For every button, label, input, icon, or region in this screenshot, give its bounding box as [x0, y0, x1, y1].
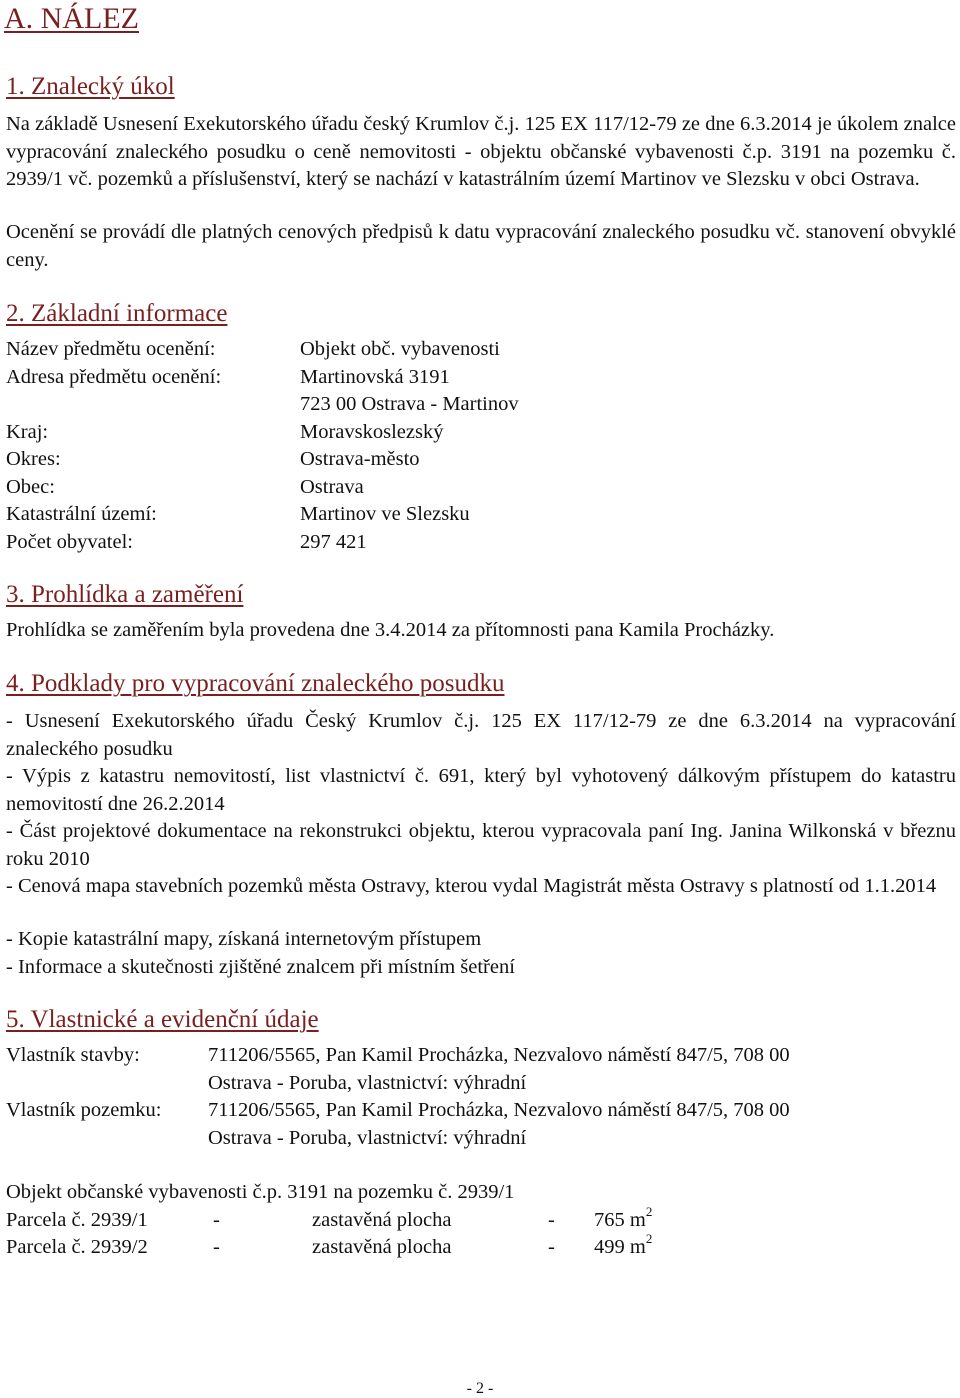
info-label: Název předmětu ocenění: — [6, 338, 216, 360]
owner-detail: Ostrava - Poruba, vlastnictví: výhradní — [208, 1072, 527, 1094]
section-5-title: 5. Vlastnické a evidenční údaje — [6, 1006, 319, 1033]
info-label: Okres: — [6, 448, 61, 470]
info-label: Obec: — [6, 476, 55, 498]
info-label: Počet obyvatel: — [6, 531, 133, 553]
parcel-separator: - — [548, 1236, 555, 1258]
source-item: - Cenová mapa stavebních pozemků města Ostravy, kterou vydal Magistrát města Ostravy s platností od 1.1.2014 — [6, 875, 937, 897]
parcel-separator: - — [213, 1236, 220, 1258]
section-1-paragraph: Na základě Usnesení Exekutorského úřadu český Krumlov č.j. 125 EX 117/12-79 ze dne 6.3.2014 je úkolem znalce vypracování znaleckého posudku o ceně nemovitosti - objektu občanské vybavenosti č.p. 3191 na pozemku č. 2939/1 vč. pozemků a příslušenství, který se nachází v katastrálním území Martinov ve Slezsku v obci Ostrava. — [6, 113, 956, 190]
info-value: Ostrava-město — [300, 448, 420, 470]
info-label: Kraj: — [6, 421, 49, 443]
owner-detail: Ostrava - Poruba, vlastnictví: výhradní — [208, 1127, 527, 1149]
source-item: - Usnesení Exekutorského úřadu Český Krumlov č.j. 125 EX 117/12-79 ze dne 6.3.2014 na vypracování znaleckého posudku — [6, 710, 956, 760]
parcel-name: Parcela č. 2939/2 — [6, 1236, 148, 1258]
parcel-area-value: 499 m — [594, 1236, 646, 1258]
owner-label: Vlastník pozemku: — [6, 1099, 162, 1121]
info-value: Moravskoslezský — [300, 421, 444, 443]
parcel-area-exponent: 2 — [645, 1204, 653, 1219]
owner-detail: 711206/5565, Pan Kamil Procházka, Nezvalovo náměstí 847/5, 708 00 — [208, 1099, 790, 1121]
parcel-name: Parcela č. 2939/1 — [6, 1209, 148, 1231]
page-number: - 2 - — [466, 1380, 494, 1397]
owner-label: Vlastník stavby: — [6, 1044, 140, 1066]
source-item: - Kopie katastrální mapy, získaná internetovým přístupem — [6, 928, 482, 950]
parcel-separator: - — [213, 1209, 220, 1231]
info-label: Adresa předmětu ocenění: — [6, 366, 222, 388]
section-3-title: 3. Prohlídka a zaměření — [6, 581, 244, 608]
info-value: Ostrava — [300, 476, 364, 498]
info-label: Katastrální území: — [6, 503, 157, 525]
info-value: Martinovská 3191 — [300, 366, 450, 388]
source-item: - Část projektové dokumentace na rekonstrukci objektu, kterou vypracovala paní Ing. Janina Wilkonská v březnu roku 2010 — [6, 820, 956, 870]
parcel-area-value: 765 m — [594, 1209, 646, 1231]
document-heading: A. NÁLEZ — [4, 2, 139, 35]
parcel-area — [594, 1231, 653, 1259]
parcel-area — [594, 1204, 653, 1232]
section-1-title: 1. Znalecký úkol — [6, 73, 175, 100]
parcel-area-exponent: 2 — [645, 1231, 653, 1246]
source-item: - Výpis z katastru nemovitostí, list vlastnictví č. 691, který byl vyhotovený dálkovým přístupem do katastru nemovitostí dne 26.2.2014 — [6, 765, 956, 815]
info-value: 297 421 — [300, 531, 367, 553]
section-2-title: 2. Základní informace — [6, 300, 228, 327]
inspection-text: Prohlídka se zaměřením byla provedena dne 3.4.2014 za přítomnosti pana Kamila Procházky. — [6, 619, 775, 641]
section-4-title: 4. Podklady pro vypracování znaleckého posudku — [6, 670, 505, 697]
parcel-separator: - — [548, 1209, 555, 1231]
source-item: - Informace a skutečnosti zjištěné znalcem při místním šetření — [6, 956, 515, 978]
info-value: Objekt obč. vybavenosti — [300, 338, 500, 360]
section-1-paragraph-2: Ocenění se provádí dle platných cenových předpisů k datu vypracování znaleckého posudku vč. stanovení obvyklé ceny. — [6, 221, 956, 271]
info-value: 723 00 Ostrava - Martinov — [300, 393, 519, 415]
parcel-kind: zastavěná plocha — [312, 1209, 452, 1231]
info-value: Martinov ve Slezsku — [300, 503, 470, 525]
parcel-kind: zastavěná plocha — [312, 1236, 452, 1258]
owner-detail: 711206/5565, Pan Kamil Procházka, Nezvalovo náměstí 847/5, 708 00 — [208, 1044, 790, 1066]
object-line: Objekt občanské vybavenosti č.p. 3191 na pozemku č. 2939/1 — [6, 1181, 515, 1203]
